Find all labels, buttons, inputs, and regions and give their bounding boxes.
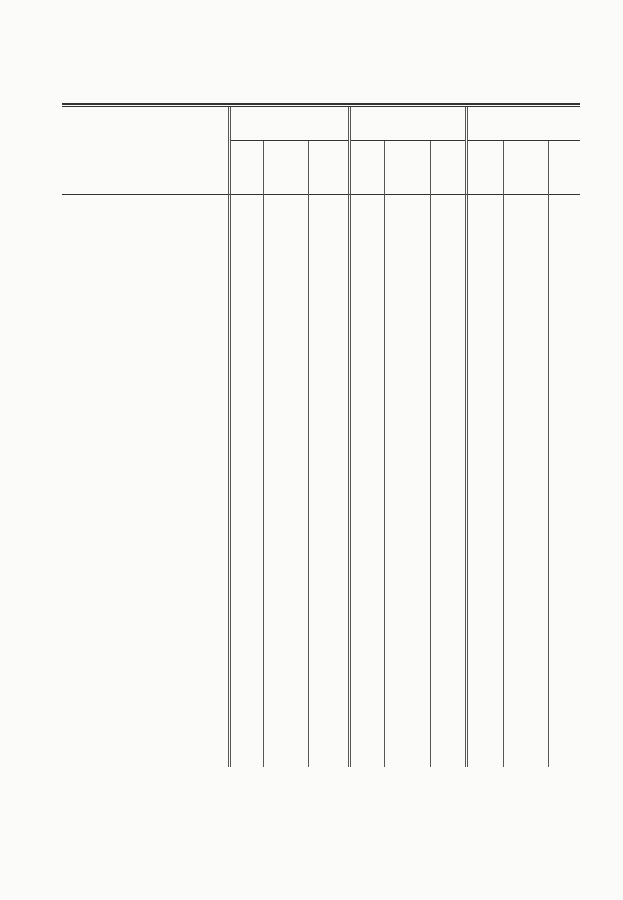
column-divider xyxy=(548,141,549,767)
year-underline-1908 xyxy=(230,140,348,141)
column-divider xyxy=(308,141,309,767)
column-divider xyxy=(230,107,231,767)
column-divider xyxy=(263,141,264,767)
column-divider xyxy=(430,141,431,767)
year-underline-diff xyxy=(468,140,580,141)
year-underline-1907 xyxy=(350,140,465,141)
column-divider xyxy=(467,107,468,767)
column-divider xyxy=(228,107,229,767)
column-divider xyxy=(348,107,349,767)
column-divider xyxy=(384,141,385,767)
column-divider xyxy=(350,107,351,767)
header-top-rule xyxy=(62,103,580,105)
column-divider xyxy=(465,107,466,767)
header-top-rule-thin xyxy=(62,106,580,107)
column-divider xyxy=(503,141,504,767)
